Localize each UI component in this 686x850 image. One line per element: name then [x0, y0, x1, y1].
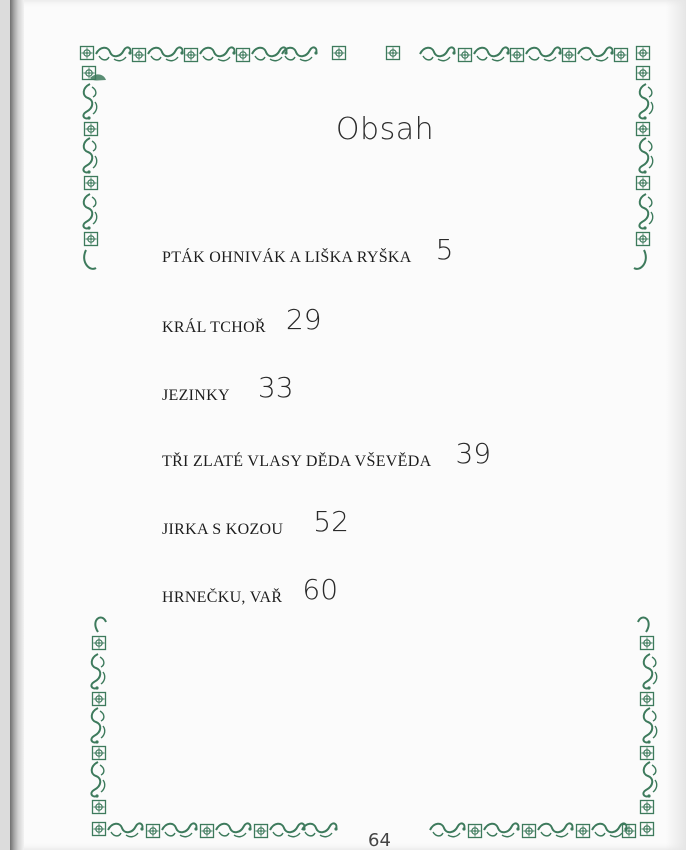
toc-entry[interactable]: [162, 573, 339, 609]
top-right-border: [420, 47, 653, 269]
bottom-right-border: [430, 617, 657, 837]
toc-entry[interactable]: [162, 303, 322, 339]
toc-entry-title: HRNEČKU, VAŘ: [162, 589, 283, 606]
toc-entry-page: 5: [435, 233, 454, 266]
toc-entry-title: KRÁL TCHOŘ: [162, 319, 266, 336]
book-page: [10, 0, 686, 850]
toc-entry-page: 52: [313, 505, 349, 538]
toc-entry[interactable]: [162, 233, 454, 269]
toc-entry-page: 33: [257, 371, 294, 404]
toc-entry-title: PTÁK OHNIVÁK A LIŠKA RYŠKA: [162, 249, 412, 266]
toc-entry-title: JEZINKY: [162, 387, 230, 404]
toc-entry-title: JIRKA S KOZOU: [162, 521, 284, 538]
page-number: 64: [368, 830, 391, 850]
toc-entry-title: TŘI ZLATÉ VLASY DĚDA VŠEVĚDA: [162, 453, 432, 470]
toc-entry-page: 60: [302, 573, 339, 606]
bottom-left-border: [91, 617, 337, 837]
toc-entry-page: 39: [455, 437, 492, 470]
toc-entry-page: 29: [285, 303, 322, 336]
toc-entry[interactable]: [162, 505, 349, 541]
toc-entry[interactable]: [162, 437, 492, 473]
toc-entry[interactable]: [162, 371, 294, 407]
page-title: Obsah: [335, 112, 435, 147]
